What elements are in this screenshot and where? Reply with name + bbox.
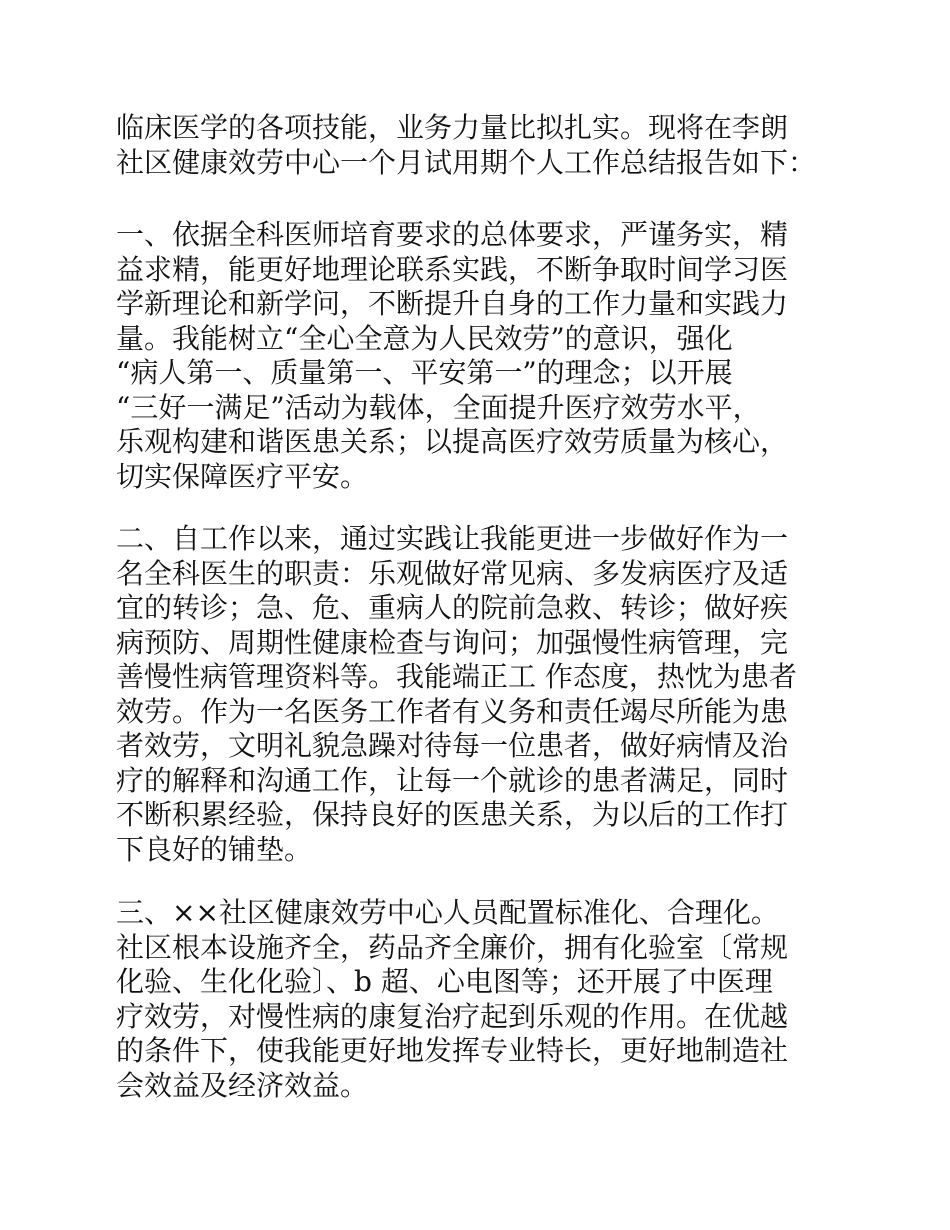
text-line: 量。我能树立“全心全意为人民效劳”的意识，强化 (116, 321, 733, 355)
paragraph-section-three (116, 896, 836, 1103)
text-line: 临床医学的各项技能，业务力量比拟扎实。现将在李朗 (116, 111, 789, 144)
text-line: 益求精，能更好地理论联系实践，不断争取时间学习医 (116, 252, 789, 286)
text-line: 二、自工作以来，通过实践让我能更进一步做好作为一 (116, 522, 789, 555)
text-line: 疗效劳，对慢性病的康复治疗起到乐观的作用。在优越 (116, 999, 789, 1033)
text-line: 的条件下，使我能更好地发挥专业特长，更好地制造社 (116, 1034, 789, 1067)
paragraph-section-one (116, 218, 836, 494)
paragraph-section-two (116, 522, 836, 867)
text-line: 会效益及经济效益。 (116, 1068, 369, 1102)
text-line: 善慢性病管理资料等。我能端正工 作态度，热忱为患者 (116, 660, 797, 693)
text-line: “三好一满足”活动为载体，全面提升医疗效劳水平， (116, 390, 761, 424)
text-line: 切实保障医疗平安。 (116, 459, 369, 493)
text-line: 社区根本设施齐全，药品齐全廉价，拥有化验室〔常规 (116, 930, 789, 964)
text-line: 乐观构建和谐医患关系；以提高医疗效劳质量为核心， (116, 425, 789, 458)
text-line: 效劳。作为一名医务工作者有义务和责任竭尽所能为患 (116, 694, 789, 728)
text-line: 一、依据全科医师培育要求的总体要求，严谨务实，精 (116, 218, 789, 251)
text-line: 病预防、周期性健康检查与询问；加强慢性病管理，完 (116, 625, 789, 659)
text-line: 者效劳，文明礼貌急躁对待每一位患者，做好病情及治 (116, 729, 789, 762)
text-line: 下良好的铺垫。 (116, 832, 313, 866)
text-line: 三、××社区健康效劳中心人员配置标准化、合理化。 (116, 896, 779, 929)
text-line: 名全科医生的职责：乐观做好常见病、多发病医疗及适 (116, 556, 789, 590)
text-line: 社区健康效劳中心一个月试用期个人工作总结报告如下： (116, 145, 817, 179)
paragraph-intro (116, 111, 836, 180)
text-line: 疗的解释和沟通工作，让每一个就诊的患者满足，同时 (116, 763, 789, 797)
text-line: 不断积累经验，保持良好的医患关系，为以后的工作打 (116, 798, 789, 831)
text-line: 学新理论和新学问，不断提升自身的工作力量和实践力 (116, 287, 789, 320)
text-line: 宜的转诊；急、危、重病人的院前急救、转诊；做好疾 (116, 591, 789, 624)
text-line: “病人第一、质量第一、平安第一”的理念；以开展 (116, 356, 733, 389)
text-line: 化验、生化化验〕、b 超、心电图等；还开展了中医理 (116, 965, 773, 998)
